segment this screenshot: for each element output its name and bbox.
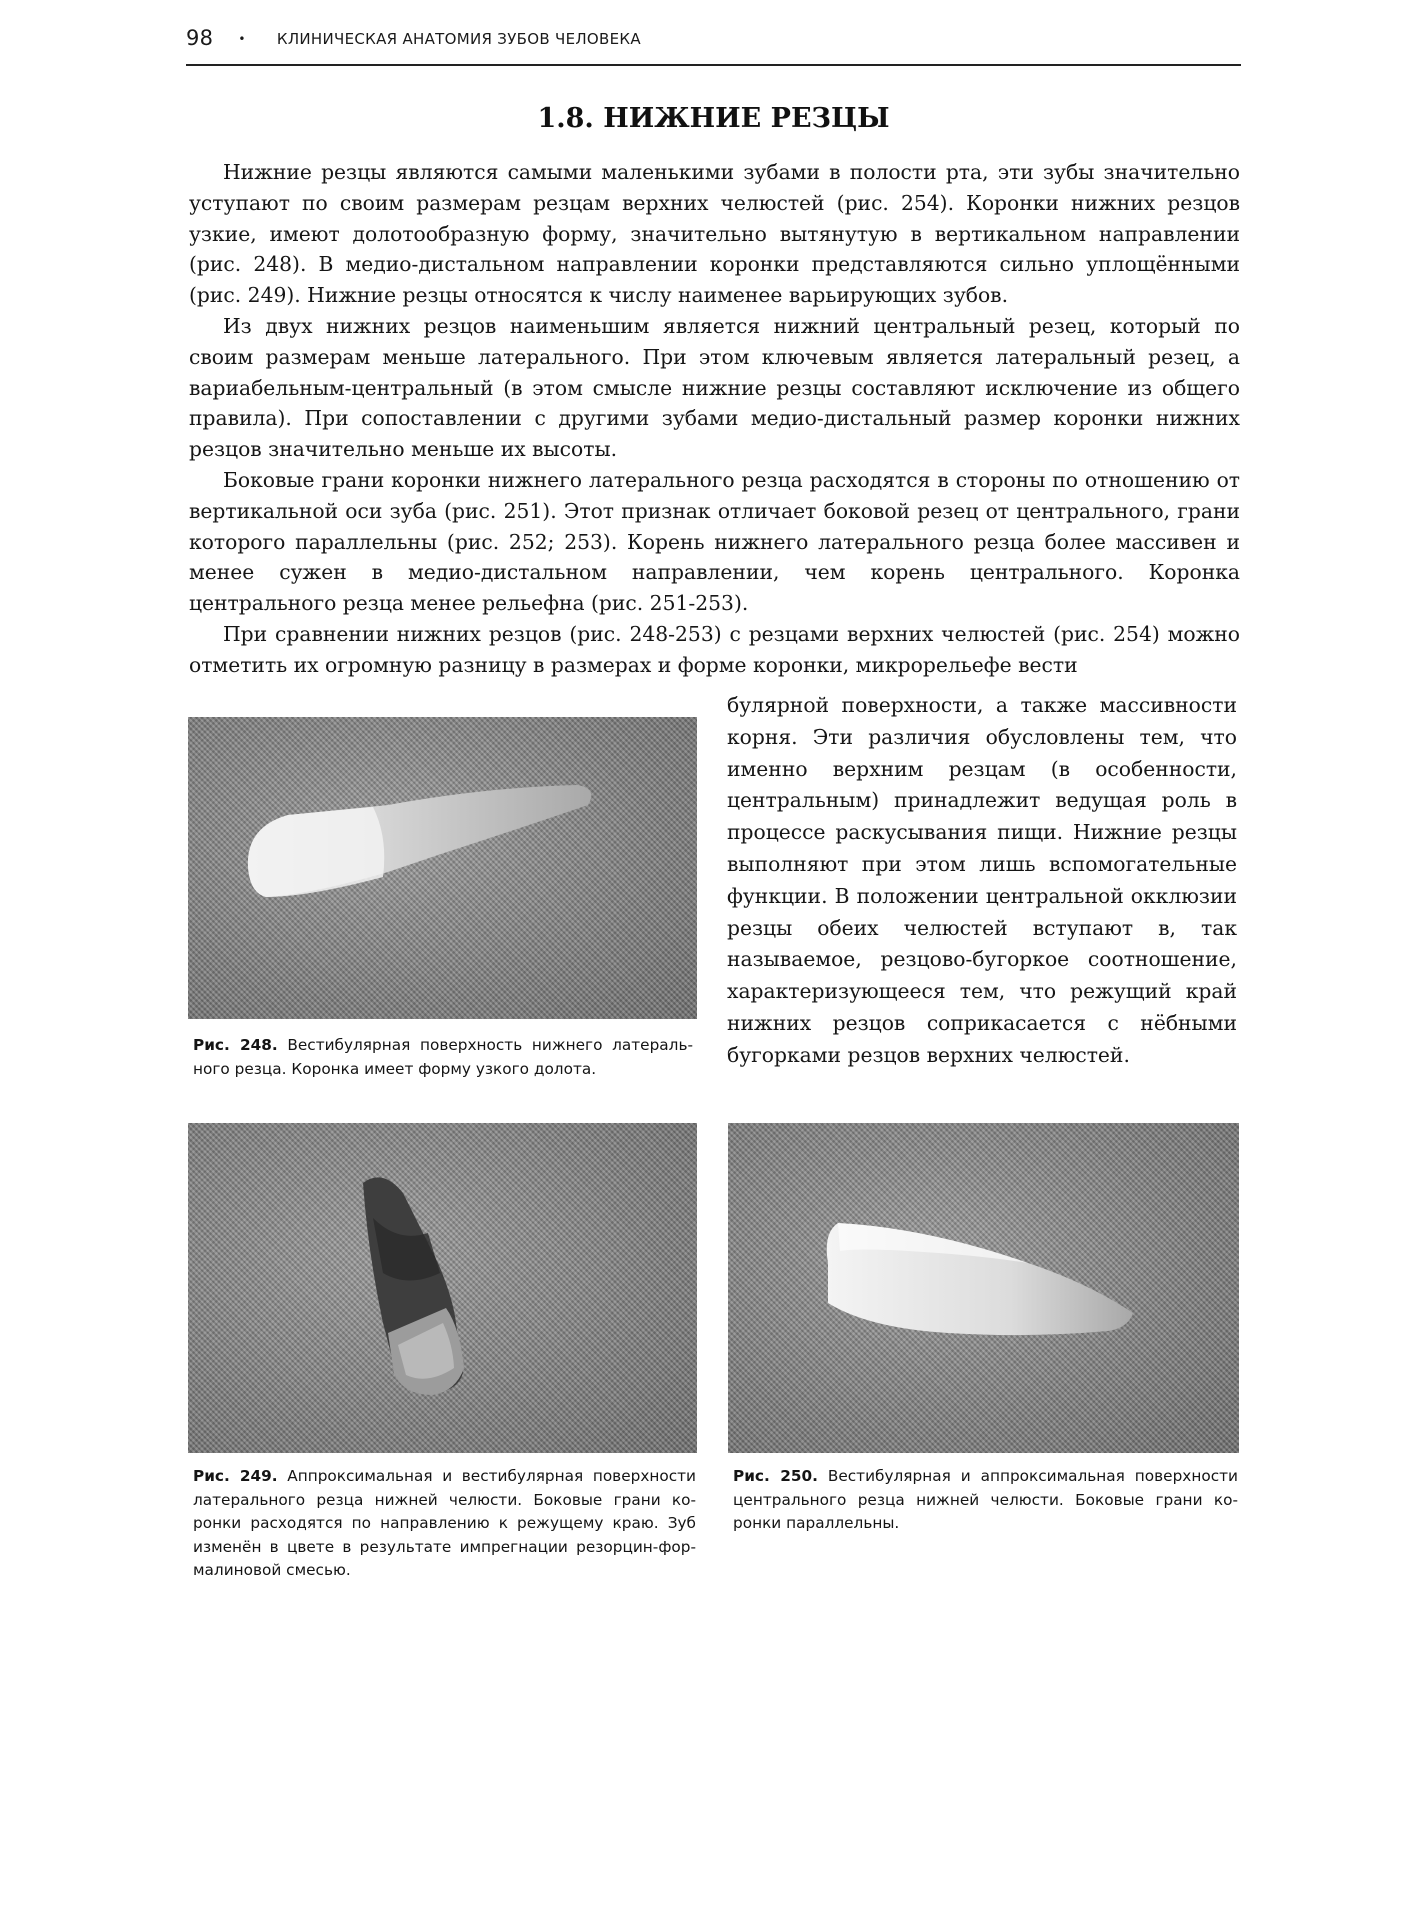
paragraph: Из двух нижних резцов наименьшим является нижний центральный резец, который по своим размерам меньше латерального. При этом ключевым является латеральный резец, а вариабельным-центральный (в этом смысле нижние резцы составляют исключение из общего правила). При сопоставлении с другими зубами медио-дистальный размер коронки нижних резцов значительно меньше их высоты. [189,313,1240,462]
caption-text: Вестибулярная поверхность нижнего латерального резца. Коронка имеет форму узкого долота. [193,1036,693,1078]
header-bullet: • [238,32,246,46]
tooth-illustration [728,1123,1239,1453]
figure-249-caption [193,1465,696,1583]
running-title: КЛИНИЧЕСКАЯ АНАТОМИЯ ЗУБОВ ЧЕЛОВЕКА [276,30,641,48]
figure-label: Рис. 249. [193,1467,278,1485]
figure-248-caption [193,1034,693,1081]
figure-label: Рис. 250. [733,1467,818,1485]
caption-text: Аппроксимальная и вестибулярная поверхности латерального резца нижней челюсти. Боковые грани коронки расходятся по направлению к режущему краю. Зуб изменён в цвете в результате импрегнации резорцин-формалиновой смесью. [193,1467,696,1579]
paragraph: При сравнении нижних резцов (рис. 248-253) с резцами верхних челюстей (рис. 254) можно отметить их огромную разницу в размерах и форме коронки, микрорельефе вести [189,621,1240,677]
section-title: 1.8. НИЖНИЕ РЕЗЦЫ [537,103,890,134]
figure-250-caption [733,1465,1238,1536]
paragraph: Нижние резцы являются самыми маленькими зубами в полости рта, эти зубы значительно уступают по своим размерам резцам верхних челюстей (рис. 254). Коронки нижних резцов узкие, имеют долотообразную форму, значительно вытянутую в вертикальном направлении (рис. 248). В медио-дистальном направлении коронки представляются сильно уплощёнными (рис. 249). Нижние резцы относятся к числу наименее варьирующих зубов. [189,160,1240,308]
figure-248-photo [188,717,697,1019]
page-number: 98 [186,26,214,50]
tooth-illustration [188,1123,697,1453]
caption-text: Вестибулярная и аппроксимальная поверхности центрального резца нижней челюсти. Боковые грани коронки параллельны. [733,1467,1238,1532]
running-header [186,26,641,50]
figure-250-photo [728,1123,1239,1453]
paragraph: Боковые грани коронки нижнего латерального резца расходятся в стороны по отношению от вертикальной оси зуба (рис. 251). Этот признак отличает боковой резец от центрального, грани которого параллельны (рис. 252; 253). Корень нижнего латерального резца более массивен и менее сужен в медио-дистальном направлении, чем корень центрального. Коронка центрального резца менее рельефна (рис. 251-253). [189,467,1240,616]
tooth-illustration [188,717,697,1019]
wrapped-paragraph: булярной поверхности, а также массивности корня. Эти различия обусловлены тем, что именно верхним резцам (в особенности, центральным) принадлежит ведущая роль в процессе раскусывания пищи. Нижние резцы выполняют при этом лишь вспомогательные функции. В положении центральной окклюзии резцы обеих челюстей вступают в, так называемое, резцово-бугоркое соотношение, характеризующееся тем, что режущий край нижних резцов соприкасается с нёбными бугорками резцов верхних челюстей. [727,693,1237,1067]
body-text [189,157,1240,681]
figure-249-photo [188,1123,697,1453]
header-rule [186,64,1241,66]
figure-label: Рис. 248. [193,1036,278,1054]
